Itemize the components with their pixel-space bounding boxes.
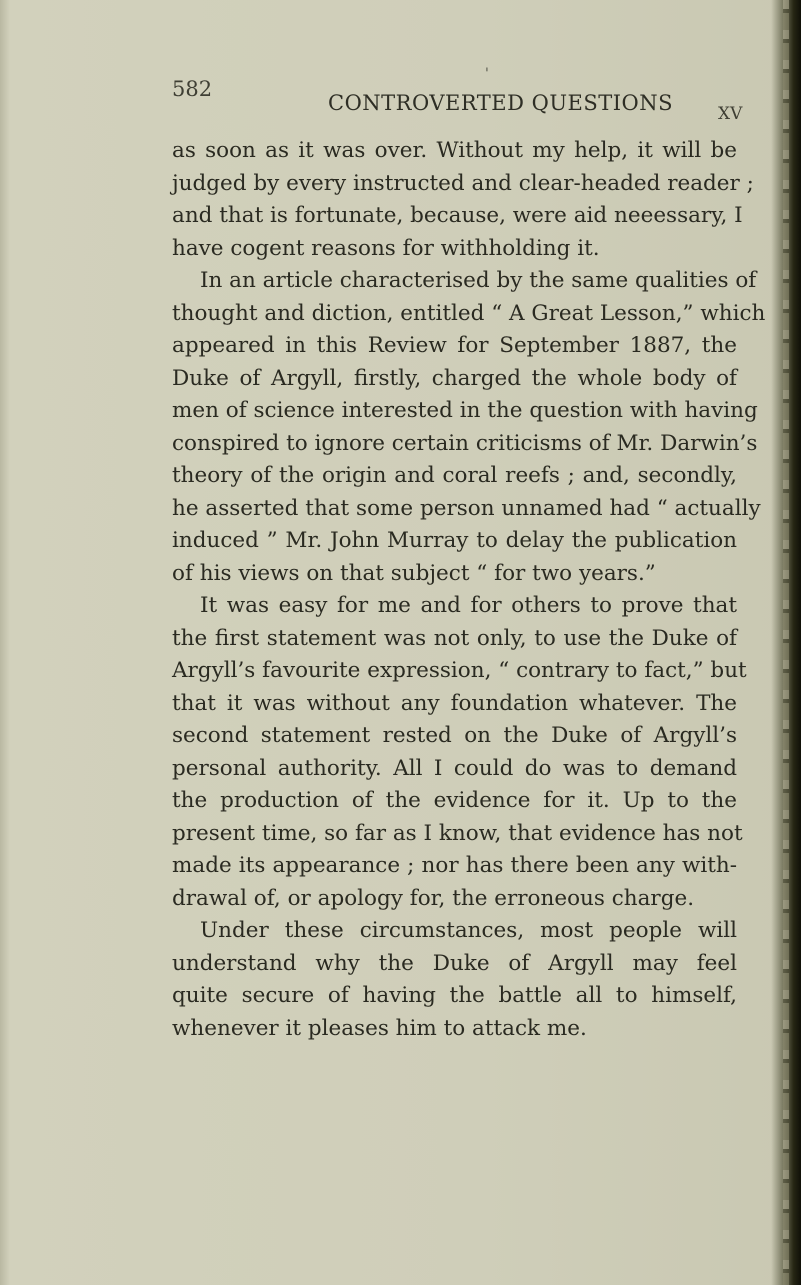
signature-mark: XV bbox=[718, 104, 743, 124]
text-line: quite secure of having the battle all to himself, bbox=[172, 983, 737, 1008]
text-line: men of science interested in the question with having bbox=[172, 398, 758, 423]
text-line: Argyll’s favourite expression, “ contrary to fact,” but bbox=[172, 658, 747, 683]
page-number: 582 bbox=[172, 77, 213, 101]
running-head: CONTROVERTED QUESTIONS bbox=[328, 91, 674, 115]
text-line: thought and diction, entitled “ A Great Lesson,” which bbox=[172, 300, 766, 326]
text-line: drawal of, or apology for, the erroneous charge. bbox=[172, 885, 695, 911]
text-line: It was easy for me and for others to prove that bbox=[200, 593, 737, 618]
body-text bbox=[172, 135, 766, 1045]
text-line: of his views on that subject “ for two years.” bbox=[172, 560, 656, 586]
text-line: second statement rested on the Duke of Argyll’s bbox=[172, 723, 737, 748]
text-line: he asserted that some person unnamed had “ actually bbox=[172, 495, 761, 521]
text-line: In an article characterised by the same qualities of bbox=[200, 268, 757, 293]
text-line: Under these circumstances, most people will bbox=[200, 918, 737, 943]
text-line: the production of the evidence for it. Up to the bbox=[172, 788, 737, 813]
text-line: appeared in this Review for September 1887, the bbox=[172, 333, 737, 358]
text-line: understand why the Duke of Argyll may feel bbox=[172, 950, 737, 976]
text-line: Duke of Argyll, firstly, charged the whole body of bbox=[172, 365, 737, 391]
text-line: personal authority. All I could do was to demand bbox=[172, 755, 737, 781]
page-edge-texture bbox=[783, 0, 789, 1285]
text-line: have cogent reasons for withholding it. bbox=[172, 235, 600, 261]
text-line: induced ” Mr. John Murray to delay the publication bbox=[172, 528, 737, 553]
text-line: theory of the origin and coral reefs ; and, secondly, bbox=[172, 463, 737, 488]
text-line: as soon as it was over. Without my help, it will be bbox=[172, 138, 737, 163]
text-line: the first statement was not only, to use the Duke of bbox=[172, 625, 737, 651]
text-line: judged by every instructed and clear-headed reader ; bbox=[172, 170, 754, 196]
text-line: and that is fortunate, because, were aid neeessary, I bbox=[172, 203, 743, 228]
text-line: present time, so far as I know, that evidence has not bbox=[172, 820, 743, 846]
text-line: whenever it pleases him to attack me. bbox=[172, 1015, 587, 1041]
top-mark: ' bbox=[485, 66, 489, 82]
text-line: made its appearance ; nor has there been any with- bbox=[172, 853, 737, 878]
text-line: that it was without any foundation whatever. The bbox=[172, 690, 737, 716]
text-line: conspired to ignore certain criticisms of Mr. Darwin’s bbox=[172, 430, 758, 456]
spine-shadow bbox=[0, 0, 10, 1285]
